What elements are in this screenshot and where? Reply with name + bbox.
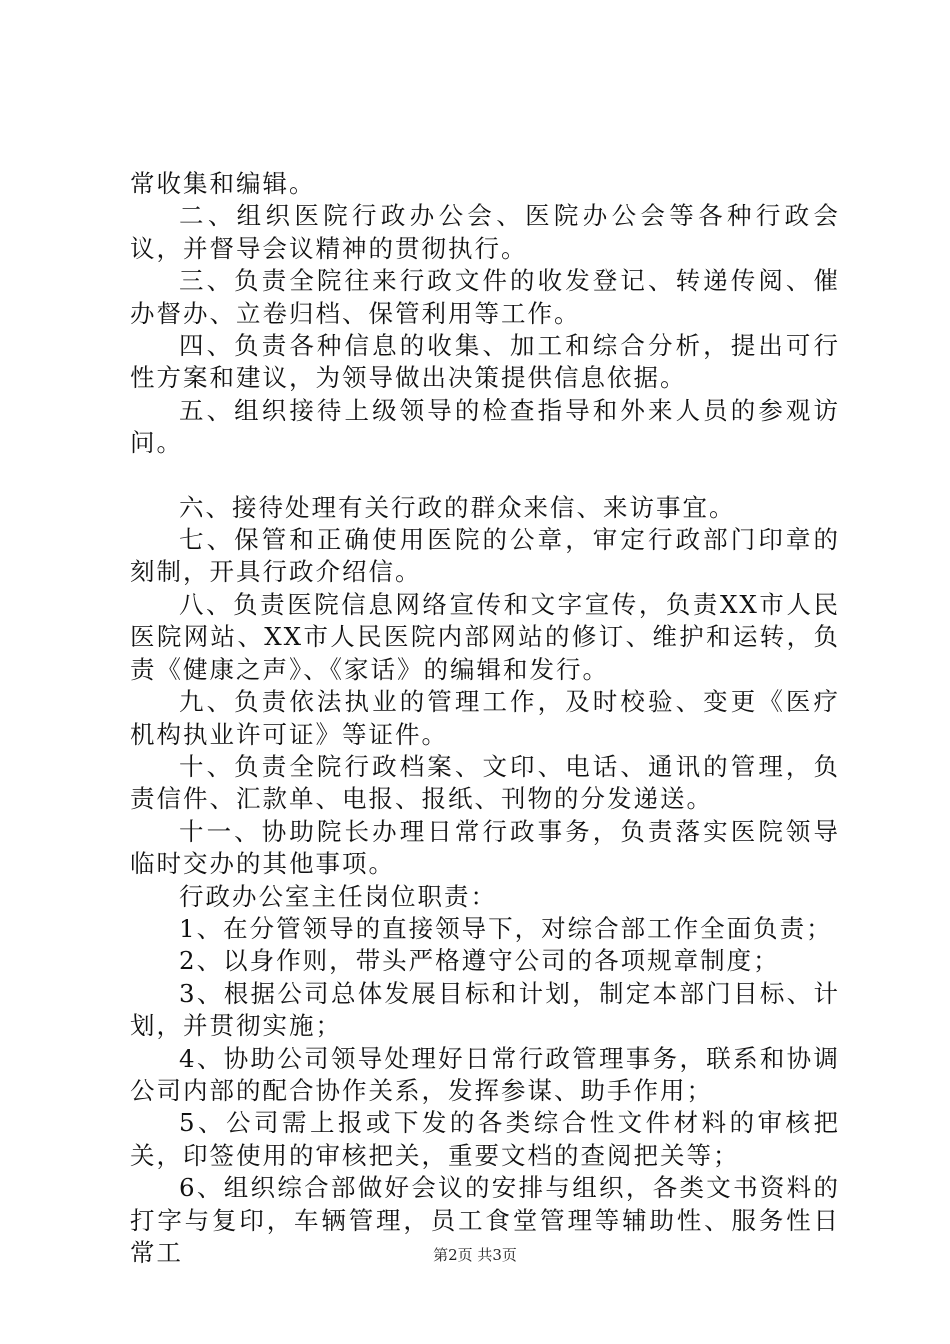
duty-item-4: 4、协助公司领导处理好日常行政管理事务，联系和协调公司内部的配合协作关系，发挥参谋、助手作用； bbox=[130, 1043, 840, 1105]
duty-item-5: 5、公司需上报或下发的各类综合性文件材料的审核把关，印签使用的审核把关，重要文档的查阅把关等； bbox=[130, 1108, 840, 1170]
paragraph-item-7: 七、保管和正确使用医院的公章，审定行政部门印章的刻制，开具行政介绍信。 bbox=[130, 525, 840, 587]
document-body bbox=[130, 168, 840, 1269]
paragraph-item-11: 十一、协助院长办理日常行政事务，负责落实医院领导临时交办的其他事项。 bbox=[130, 816, 840, 879]
duty-item-1: 1、在分管领导的直接领导下，对综合部工作全面负责； bbox=[179, 913, 833, 943]
duty-item-2: 2、以身作则，带头严格遵守公司的各项规章制度； bbox=[179, 946, 780, 976]
paragraph-item-6: 六、接待处理有关行政的群众来信、来访事宜。 bbox=[179, 492, 736, 522]
paragraph-continuation: 常收集和编辑。 bbox=[130, 169, 316, 198]
duty-item-3: 3、根据公司总体发展目标和计划，制定本部门目标、计划，并贯彻实施； bbox=[130, 978, 840, 1041]
page-footer: 第2页 共3页 bbox=[433, 1246, 517, 1264]
duty-item-6: 6、组织综合部做好会议的安排与组织，各类文书资料的打字与复印，车辆管理，员工食堂管理等辅助性、服务性日常工 bbox=[130, 1173, 840, 1267]
paragraph-item-5: 五、组织接待上级领导的检查指导和外来人员的参观访问。 bbox=[130, 395, 840, 458]
section-heading: 行政办公室主任岗位职责： bbox=[179, 881, 497, 911]
paragraph-item-10: 十、负责全院行政档案、文印、电话、通讯的管理，负责信件、汇款单、电报、报纸、刊物的分发递送。 bbox=[130, 751, 840, 814]
paragraph-item-4: 四、负责各种信息的收集、加工和综合分析，提出可行性方案和建议，为领导做出决策提供信息依据。 bbox=[130, 331, 840, 393]
paragraph-item-3: 三、负责全院往来行政文件的收发登记、转递传阅、催办督办、立卷归档、保管利用等工作。 bbox=[130, 266, 840, 328]
paragraph-item-2: 二、组织医院行政办公会、医院办公会等各种行政会议，并督导会议精神的贯彻执行。 bbox=[130, 201, 840, 263]
paragraph-gap bbox=[130, 460, 840, 492]
paragraph-item-8: 八、负责医院信息网络宣传和文字宣传，负责XX市人民医院网站、XX市人民医院内部网站的修订、维护和运转，负责《健康之声》、《家话》的编辑和发行。 bbox=[130, 589, 840, 684]
paragraph-item-9: 九、负责依法执业的管理工作，及时校验、变更《医疗机构执业许可证》等证件。 bbox=[130, 687, 840, 749]
